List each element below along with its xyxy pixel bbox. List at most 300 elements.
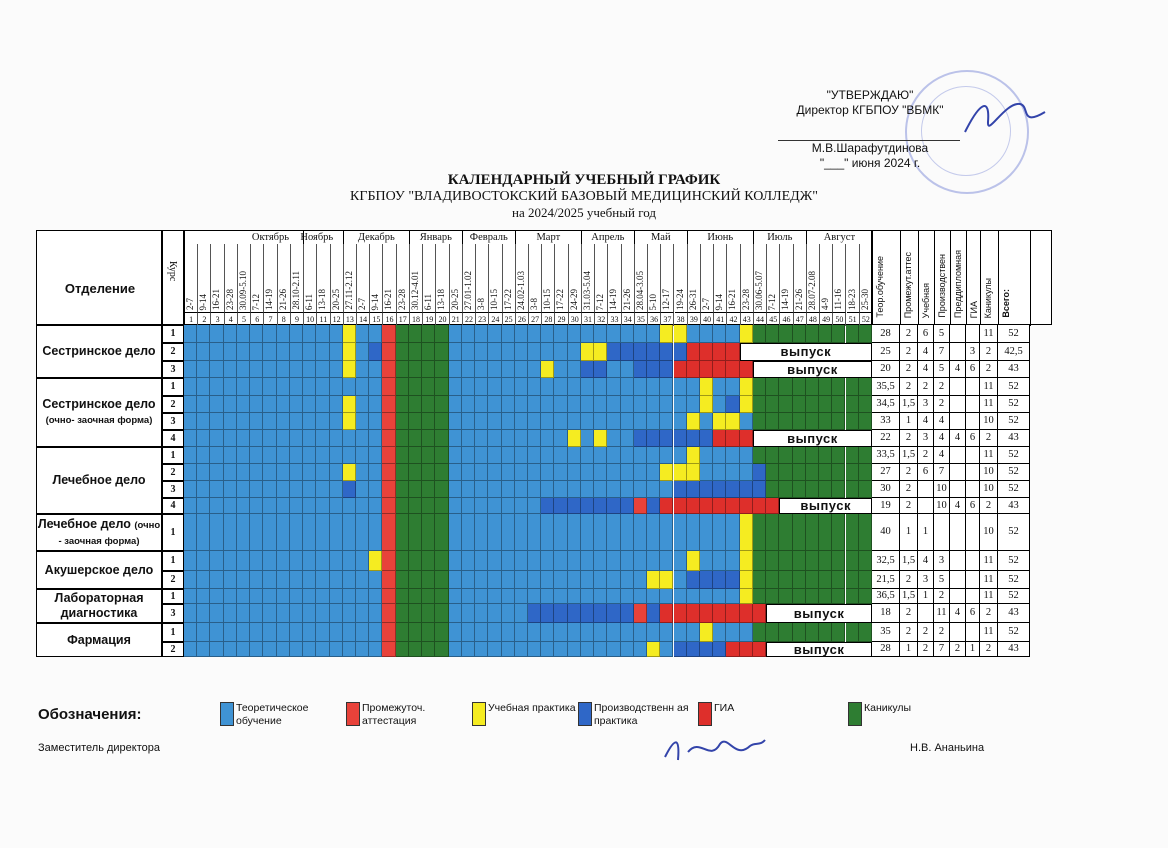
week-number: 23 — [476, 312, 489, 326]
schedule-cell — [382, 571, 395, 589]
week-number: 20 — [436, 312, 449, 326]
schedule-cell — [846, 551, 859, 571]
schedule-cell — [859, 413, 872, 430]
schedule-cell — [541, 642, 554, 657]
schedule-cell — [422, 447, 435, 464]
legend-title: Обозначения: — [38, 706, 142, 723]
course-header-cell — [162, 230, 184, 325]
schedule-cell — [779, 571, 792, 589]
schedule-cell — [210, 551, 223, 571]
week-number: 39 — [688, 312, 701, 326]
schedule-cell — [210, 447, 223, 464]
schedule-cell — [382, 464, 395, 481]
schedule-cell — [700, 481, 713, 498]
schedule-cell — [343, 447, 356, 464]
summary-col-header — [873, 231, 901, 326]
schedule-cell — [502, 589, 515, 604]
week-number: 19 — [423, 312, 436, 326]
schedule-cell — [541, 481, 554, 498]
schedule-cell — [197, 325, 210, 343]
schedule-cell — [607, 481, 620, 498]
schedule-cell — [369, 604, 382, 623]
schedule-cell — [210, 498, 223, 514]
signature-line — [778, 118, 960, 141]
schedule-cell — [263, 361, 276, 378]
schedule-cell — [197, 361, 210, 378]
schedule-cell — [634, 642, 647, 657]
legend-label: Каникулы — [864, 702, 912, 714]
schedule-cell — [210, 361, 223, 378]
schedule-cell — [277, 571, 290, 589]
summary-col-header-text: ГИА — [969, 300, 979, 318]
week-number: 25 — [503, 312, 516, 326]
schedule-cell — [607, 464, 620, 481]
schedule-cell — [303, 642, 316, 657]
schedule-cell — [568, 571, 581, 589]
schedule-cell — [330, 447, 343, 464]
schedule-cell — [396, 481, 409, 498]
graduation-label: выпуск — [753, 361, 872, 378]
schedule-cell — [184, 589, 197, 604]
schedule-cell — [515, 325, 528, 343]
schedule-cell — [290, 642, 303, 657]
schedule-cell — [581, 413, 594, 430]
summary-col-header — [919, 231, 935, 326]
schedule-cell — [607, 430, 620, 447]
summary-value: 6 — [918, 464, 934, 481]
legend-swatch — [472, 702, 486, 726]
summary-value: 10 — [980, 514, 998, 551]
schedule-cell — [846, 571, 859, 589]
week-range — [833, 244, 846, 312]
schedule-cell — [793, 325, 806, 343]
schedule-cell — [647, 604, 660, 623]
schedule-cell — [687, 413, 700, 430]
summary-value: 2 — [900, 571, 918, 589]
summary-value: 5 — [934, 571, 950, 589]
schedule-cell — [422, 481, 435, 498]
schedule-cell — [184, 571, 197, 589]
schedule-cell — [660, 623, 673, 642]
schedule-cell — [263, 447, 276, 464]
schedule-cell — [713, 447, 726, 464]
schedule-cell — [766, 378, 779, 396]
schedule-cell — [819, 571, 832, 589]
schedule-cell — [832, 571, 845, 589]
schedule-cell — [303, 378, 316, 396]
week-range — [820, 244, 833, 312]
schedule-cell — [647, 642, 660, 657]
legend-swatch — [346, 702, 360, 726]
summary-value: 18 — [872, 604, 900, 623]
summary-col-header-text: Каникулы — [983, 277, 993, 318]
week-range-text: 26-31 — [687, 289, 698, 310]
schedule-cell — [356, 413, 369, 430]
schedule-cell — [528, 589, 541, 604]
schedule-cell — [713, 589, 726, 604]
schedule-cell — [515, 589, 528, 604]
department-name — [36, 551, 162, 589]
summary-value: 34,5 — [872, 396, 900, 413]
schedule-cell — [210, 623, 223, 642]
schedule-cell — [330, 498, 343, 514]
schedule-cell — [356, 325, 369, 343]
summary-value: 5 — [934, 361, 950, 378]
schedule-cell — [197, 413, 210, 430]
schedule-cell — [607, 604, 620, 623]
schedule-cell — [475, 378, 488, 396]
schedule-cell — [263, 481, 276, 498]
summary-value: 22 — [872, 430, 900, 447]
summary-value: 40 — [872, 514, 900, 551]
week-range-text: 13-18 — [436, 289, 447, 310]
schedule-cell — [343, 378, 356, 396]
schedule-cell — [449, 642, 462, 657]
schedule-cell — [422, 413, 435, 430]
schedule-cell — [488, 604, 501, 623]
schedule-cell — [409, 447, 422, 464]
schedule-cell — [369, 498, 382, 514]
week-range — [225, 244, 238, 312]
schedule-cell — [554, 551, 567, 571]
schedule-cell — [396, 464, 409, 481]
schedule-cell — [634, 396, 647, 413]
schedule-cell — [740, 642, 753, 657]
summary-col-header — [967, 231, 981, 326]
schedule-cell — [859, 447, 872, 464]
schedule-cell — [793, 551, 806, 571]
schedule-cell — [237, 464, 250, 481]
schedule-cell — [541, 604, 554, 623]
summary-value: 4 — [950, 498, 966, 514]
schedule-cell — [409, 642, 422, 657]
schedule-cell — [382, 430, 395, 447]
schedule-cell — [343, 464, 356, 481]
schedule-cell — [396, 378, 409, 396]
schedule-cell — [634, 325, 647, 343]
schedule-cell — [726, 413, 739, 430]
schedule-cell — [515, 447, 528, 464]
schedule-cell — [779, 464, 792, 481]
schedule-cell — [488, 623, 501, 642]
summary-value: 3 — [918, 571, 934, 589]
schedule-cell — [674, 551, 687, 571]
schedule-cell — [382, 551, 395, 571]
summary-value: 7 — [934, 464, 950, 481]
schedule-cell — [462, 642, 475, 657]
week-range — [714, 244, 727, 312]
week-number: 29 — [555, 312, 568, 326]
schedule-cell — [766, 589, 779, 604]
schedule-cell — [343, 623, 356, 642]
schedule-cell — [435, 430, 448, 447]
course-number: 1 — [162, 378, 184, 396]
schedule-cell — [846, 447, 859, 464]
week-number: 2 — [198, 312, 211, 326]
schedule-cell — [316, 413, 329, 430]
schedule-cell — [369, 551, 382, 571]
schedule-cell — [713, 604, 726, 623]
schedule-cell — [740, 378, 753, 396]
schedule-cell — [422, 325, 435, 343]
schedule-cell — [303, 343, 316, 361]
schedule-cell — [687, 447, 700, 464]
schedule-cell — [184, 604, 197, 623]
schedule-cell — [660, 481, 673, 498]
schedule-cell — [502, 430, 515, 447]
legend-label: Промежуточ. аттестация — [362, 702, 426, 727]
schedule-cell — [277, 589, 290, 604]
summary-value: 2 — [980, 498, 998, 514]
course-number: 1 — [162, 325, 184, 343]
schedule-cell — [607, 378, 620, 396]
summary-value — [950, 514, 966, 551]
summary-value — [950, 481, 966, 498]
schedule-cell — [197, 604, 210, 623]
summary-value: 2 — [980, 361, 998, 378]
schedule-cell — [356, 430, 369, 447]
summary-value: 10 — [980, 413, 998, 430]
dept-header: Отделение — [64, 281, 136, 296]
schedule-cell — [277, 464, 290, 481]
schedule-cell — [660, 514, 673, 551]
schedule-cell — [700, 551, 713, 571]
schedule-cell — [396, 361, 409, 378]
summary-value — [918, 498, 934, 514]
schedule-cell — [819, 464, 832, 481]
week-number: 43 — [741, 312, 754, 326]
summary-value — [950, 343, 966, 361]
week-number: 44 — [754, 312, 767, 326]
week-range — [476, 244, 489, 312]
schedule-cell — [356, 361, 369, 378]
course-number: 2 — [162, 464, 184, 481]
schedule-cell — [502, 464, 515, 481]
schedule-cell — [779, 589, 792, 604]
schedule-cell — [700, 589, 713, 604]
schedule-cell — [581, 481, 594, 498]
week-number: 52 — [860, 312, 873, 326]
schedule-cell — [396, 447, 409, 464]
schedule-cell — [250, 413, 263, 430]
schedule-cell — [422, 589, 435, 604]
schedule-cell — [502, 604, 515, 623]
summary-value: 4 — [918, 343, 934, 361]
schedule-cell — [435, 498, 448, 514]
schedule-cell — [541, 378, 554, 396]
schedule-cell — [224, 623, 237, 642]
schedule-cell — [303, 623, 316, 642]
schedule-cell — [475, 623, 488, 642]
schedule-cell — [462, 361, 475, 378]
schedule-cell — [554, 447, 567, 464]
schedule-cell — [793, 378, 806, 396]
legend-label: Производственн ая практика — [594, 702, 689, 727]
department-form-note: (очно - заочная форма) — [58, 519, 161, 547]
schedule-cell — [660, 464, 673, 481]
schedule-cell — [343, 361, 356, 378]
schedule-cell — [700, 514, 713, 551]
schedule-cell — [594, 589, 607, 604]
schedule-cell — [210, 430, 223, 447]
summary-value — [950, 447, 966, 464]
week-range — [331, 244, 344, 312]
schedule-cell — [343, 589, 356, 604]
schedule-cell — [197, 623, 210, 642]
schedule-cell — [687, 430, 700, 447]
schedule-cell — [594, 361, 607, 378]
week-number: 9 — [291, 312, 304, 326]
schedule-cell — [660, 413, 673, 430]
schedule-cell — [568, 361, 581, 378]
schedule-cell — [515, 604, 528, 623]
schedule-cell — [224, 642, 237, 657]
schedule-cell — [475, 642, 488, 657]
week-range — [357, 244, 370, 312]
schedule-cell — [184, 498, 197, 514]
schedule-cell — [475, 481, 488, 498]
schedule-cell — [674, 604, 687, 623]
schedule-cell — [263, 551, 276, 571]
schedule-cell — [859, 571, 872, 589]
schedule-cell — [793, 589, 806, 604]
schedule-cell — [250, 604, 263, 623]
schedule-cell — [263, 396, 276, 413]
summary-value: 35 — [872, 623, 900, 642]
schedule-cell — [356, 378, 369, 396]
schedule-cell — [515, 361, 528, 378]
schedule-cell — [316, 604, 329, 623]
schedule-cell — [726, 325, 739, 343]
schedule-cell — [674, 413, 687, 430]
schedule-cell — [634, 571, 647, 589]
schedule-cell — [303, 413, 316, 430]
week-range-text: 5-10 — [648, 293, 659, 310]
schedule-cell — [515, 623, 528, 642]
schedule-cell — [832, 325, 845, 343]
schedule-cell — [343, 642, 356, 657]
schedule-cell — [687, 343, 700, 361]
schedule-cell — [502, 623, 515, 642]
week-range-text: 21-26 — [621, 289, 632, 310]
schedule-cell — [369, 481, 382, 498]
summary-value: 42,5 — [998, 343, 1030, 361]
schedule-cell — [660, 551, 673, 571]
week-range-text: 23-28 — [740, 289, 751, 310]
schedule-cell — [832, 447, 845, 464]
summary-value: 6 — [966, 430, 980, 447]
schedule-cell — [316, 642, 329, 657]
schedule-cell — [250, 623, 263, 642]
schedule-cell — [607, 447, 620, 464]
schedule-cell — [766, 481, 779, 498]
schedule-cell — [594, 604, 607, 623]
summary-value: 1 — [918, 514, 934, 551]
schedule-cell — [502, 514, 515, 551]
schedule-cell — [290, 378, 303, 396]
schedule-cell — [660, 447, 673, 464]
schedule-cell — [290, 361, 303, 378]
schedule-cell — [250, 464, 263, 481]
schedule-cell — [197, 481, 210, 498]
schedule-cell — [210, 378, 223, 396]
schedule-cell — [713, 378, 726, 396]
schedule-cell — [409, 378, 422, 396]
summary-value: 4 — [950, 604, 966, 623]
schedule-cell — [184, 325, 197, 343]
schedule-cell — [330, 604, 343, 623]
schedule-cell — [515, 430, 528, 447]
schedule-cell — [713, 464, 726, 481]
schedule-cell — [674, 571, 687, 589]
summary-value: 32,5 — [872, 551, 900, 571]
schedule-cell — [277, 325, 290, 343]
schedule-cell — [819, 514, 832, 551]
schedule-cell — [435, 378, 448, 396]
schedule-cell — [290, 604, 303, 623]
schedule-cell — [607, 551, 620, 571]
schedule-cell — [647, 343, 660, 361]
schedule-cell — [290, 623, 303, 642]
schedule-cell — [184, 413, 197, 430]
week-range-text: 14-19 — [264, 289, 275, 310]
week-range — [516, 244, 529, 312]
schedule-cell — [488, 413, 501, 430]
week-range — [198, 244, 211, 312]
schedule-cell — [634, 430, 647, 447]
schedule-cell — [290, 325, 303, 343]
schedule-cell — [621, 361, 634, 378]
schedule-cell — [210, 589, 223, 604]
schedule-cell — [713, 396, 726, 413]
schedule-cell — [290, 589, 303, 604]
schedule-cell — [475, 325, 488, 343]
schedule-cell — [753, 481, 766, 498]
summary-col-header — [901, 231, 919, 326]
schedule-cell — [687, 551, 700, 571]
summary-col-header-text: Производствен — [937, 254, 947, 318]
schedule-cell — [740, 623, 753, 642]
schedule-cell — [726, 571, 739, 589]
summary-value: 10 — [980, 481, 998, 498]
schedule-cell — [237, 551, 250, 571]
schedule-cell — [224, 378, 237, 396]
schedule-cell — [356, 589, 369, 604]
schedule-cell — [316, 464, 329, 481]
summary-value: 4 — [918, 413, 934, 430]
schedule-cell — [726, 430, 739, 447]
schedule-cell — [303, 481, 316, 498]
summary-value: 4 — [934, 447, 950, 464]
summary-value: 2 — [980, 604, 998, 623]
week-number: 47 — [794, 312, 807, 326]
week-range-text: 17-22 — [502, 289, 513, 310]
schedule-cell — [210, 481, 223, 498]
schedule-cell — [488, 571, 501, 589]
week-range — [238, 244, 251, 312]
schedule-cell — [528, 481, 541, 498]
schedule-cell — [779, 481, 792, 498]
schedule-cell — [634, 514, 647, 551]
schedule-cell — [250, 430, 263, 447]
schedule-cell — [369, 430, 382, 447]
schedule-cell — [647, 481, 660, 498]
schedule-cell — [303, 551, 316, 571]
schedule-cell — [237, 430, 250, 447]
summary-value: 11 — [980, 378, 998, 396]
week-range — [595, 244, 608, 312]
schedule-cell — [475, 430, 488, 447]
